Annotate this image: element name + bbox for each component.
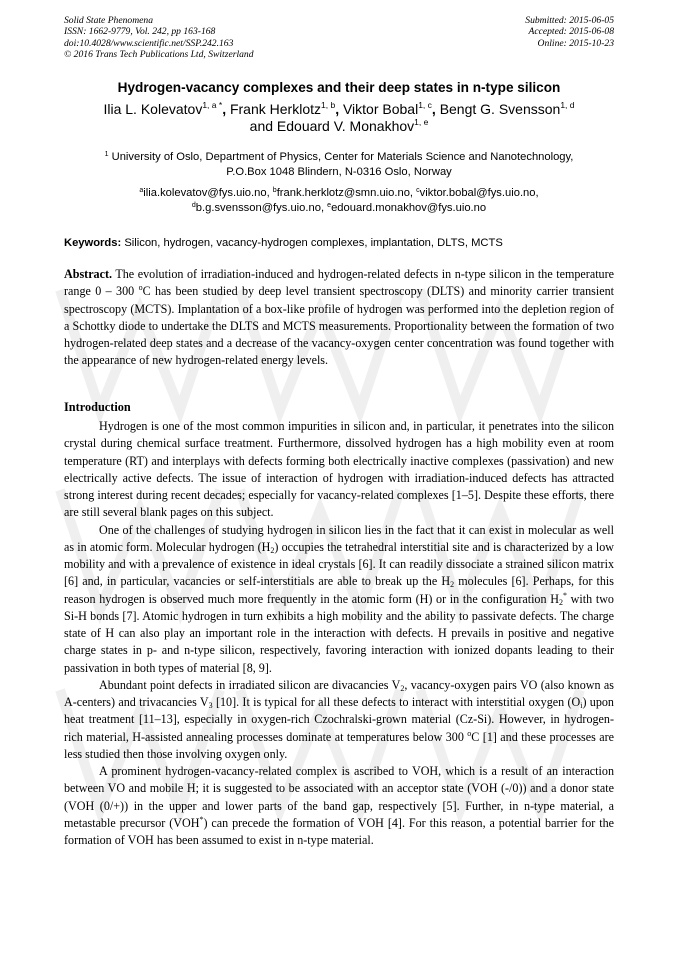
author-name: Frank Herklotz: [229, 101, 321, 117]
superscript: *: [562, 590, 567, 600]
paragraph: [64, 418, 614, 522]
paragraph-text: with two Si-H bonds [7]. Atomic hydrogen in turn exhibits a high mobility and the ability to passivate defects. The charge state of H can also play an important role in the interaction with defects. H prevails in positive and negative charge states in p- and n-type silicon, respectively, favoring interaction with ionized dopants leading to their passivation in both types of material [8, 9].: [64, 591, 614, 675]
superscript: *: [199, 814, 204, 824]
email-link[interactable]: frank.herklotz@smn.uio.no,: [276, 187, 414, 199]
author-name: Edouard V. Monakhov: [276, 118, 415, 134]
abstract-label: Abstract.: [64, 267, 113, 281]
affiliation-line: University of Oslo, Department of Physics, Center for Materials Science and Nanotechnology,: [111, 151, 574, 163]
degree-mark: o: [467, 728, 472, 738]
journal-doi: doi:10.4028/www.scientific.net/SSP.242.163: [64, 37, 234, 49]
subscript: 2: [400, 683, 405, 693]
author-affiliation-mark: 1, d: [560, 100, 575, 110]
keywords-text: Silicon, hydrogen, vacancy-hydrogen complexes, implantation, DLTS, MCTS: [124, 237, 503, 249]
author-separator: ,: [431, 101, 436, 117]
email-mark: d: [191, 201, 196, 209]
paragraph: [64, 522, 614, 677]
subscript: 3: [208, 701, 213, 710]
author-name: Ilia L. Kolevatov: [103, 101, 203, 117]
email-mark: a: [139, 187, 144, 194]
author-emails: [40, 186, 638, 215]
email-link[interactable]: edouard.monakhov@fys.uio.no: [331, 201, 487, 214]
paragraph-text: , vacancy-oxygen pairs VO (also known as A-centers) and trivacancies V: [64, 677, 614, 709]
affiliation-mark: 1: [104, 151, 109, 158]
keywords: [64, 237, 624, 249]
keywords-label: Keywords:: [64, 237, 122, 249]
author-separator: ,: [222, 101, 227, 117]
paragraph-text: C [1] and these processes are less studied then those involving oxygen only.: [64, 729, 614, 761]
paragraph: [64, 677, 614, 763]
author-conjunction: and: [249, 118, 274, 134]
author-affiliation-mark: 1, a *: [202, 100, 223, 110]
author-list: [40, 101, 638, 135]
author-name: Bengt G. Svensson: [439, 101, 561, 117]
copyright-line: © 2016 Trans Tech Publications Ltd, Switzerland: [64, 48, 254, 60]
section-heading: Introduction: [64, 400, 131, 414]
abstract-text: The evolution of irradiation-induced and hydrogen-related defects in n-type silicon in the temperature range 0 – 300: [64, 267, 614, 299]
subscript: i: [580, 701, 583, 710]
paragraph-text: [10]. It is typical for all these defects to interact with interstitial oxygen (O: [212, 695, 581, 709]
paragraph-text: ) can precede the formation of VOH [4]. For this reason, a potential barrier for the formation of VOH has been assumed to exist in n-type material.: [64, 815, 614, 847]
paragraph-text: ) occupies the tetrahedral interstitial site and is characterized by a low mobility and with a prevalence of existence in ideal crystals [6]. It can readily dissociate a strained silicon matrix [6] and, in particular, vacancies or self-interstitials are able to break up the H: [64, 539, 614, 589]
subscript: 2: [270, 545, 275, 555]
author-affiliation-mark: 1, c: [418, 100, 432, 110]
email-mark: c: [416, 187, 420, 194]
author-affiliation-mark: 1, e: [414, 117, 429, 127]
paragraph-text: Abundant point defects in irradiated silicon are divacancies V: [99, 677, 401, 692]
journal-info: [64, 15, 384, 60]
introduction-body: [64, 418, 614, 849]
journal-issn: ISSN: 1662-9779, Vol. 242, pp 163-168: [64, 26, 216, 38]
email-link[interactable]: viktor.bobal@fys.uio.no,: [419, 187, 539, 199]
degree-mark: o: [138, 283, 143, 293]
author-name: Viktor Bobal: [342, 101, 419, 117]
journal-name: Solid State Phenomena: [64, 15, 153, 26]
online-date: Online: 2015-10-23: [537, 37, 614, 49]
publication-dates: [394, 15, 614, 49]
paragraph-text: One of the challenges of studying hydrogen in silicon lies in the fact that it can exist in molecular as well as in atomic form. Molecular hydrogen (H: [64, 522, 614, 554]
paper-title: Hydrogen-vacancy complexes and their deep states in n-type silicon: [117, 80, 561, 95]
paragraph: [64, 763, 614, 849]
author-affiliation-mark: 1, b: [321, 100, 336, 110]
submitted-date: Submitted: 2015-06-05: [525, 15, 614, 26]
paragraph-text: molecules [6]. Perhaps, for this reason hydrogen is observed much more frequently in the atomic form (H) or in the configuration H: [64, 574, 614, 606]
abstract: [64, 266, 614, 370]
author-separator: ,: [335, 101, 340, 117]
email-mark: b: [272, 187, 277, 194]
paragraph-text: ) upon heat treatment [11–13], especially in oxygen-rich Czochralski-grown material (Cz-Si). However, in hydrogen-rich material, H-assisted annealing processes dominate at temperatures below 300: [64, 695, 614, 744]
abstract-text: C has been studied by deep level transient spectroscopy (DLTS) and minority carrier transient spectroscopy (MCTS). Implantation of a box-like profile of hydrogen was performed into the depletion region of a Schottky diode to undertake the DLTS and MCTS measurements. Proportionality between the formation of two hydrogen-related deep states and a decrease of the vacancy-oxygen center concentration was found together with the appearance of new hydrogen-related energy levels.: [64, 284, 615, 368]
affiliation-line: P.O.Box 1048 Blindern, N-0316 Oslo, Norway: [226, 165, 452, 178]
email-link[interactable]: ilia.kolevatov@fys.uio.no,: [143, 187, 270, 199]
accepted-date: Accepted: 2015-06-08: [528, 26, 614, 38]
paragraph-text: Hydrogen is one of the most common impurities in silicon and, in particular, it penetrates into the silicon crystal during chemical surface treatment. Furthermore, dissolved hydrogen has a high mobility even at room temperature (RT) and interplays with defects forming both electrically inactive complexes (passivation) and new electrically active defects. The issue of interaction of hydrogen with irradiation-induced defects has attracted strong interest during recent decades; especially for vacancy-related complexes [1–5]. Despite these efforts, there are still several blank pages on this subject.: [64, 419, 614, 520]
subscript: 2: [450, 580, 455, 590]
subscript: 2: [558, 597, 563, 607]
email-mark: e: [327, 201, 332, 209]
affiliation: [40, 150, 638, 179]
email-link[interactable]: b.g.svensson@fys.uio.no,: [195, 201, 325, 214]
paragraph-text: A prominent hydrogen-vacancy-related complex is ascribed to VOH, which is a result of an interaction between VO and mobile H; it is suggested to be associated with an acceptor state (VOH (-/0)) and a donor state (VOH (0/+)) in the upper and lower parts of the band gap, respectively [5]. Further, in n-type material, a metastable precursor (VOH: [64, 764, 614, 830]
